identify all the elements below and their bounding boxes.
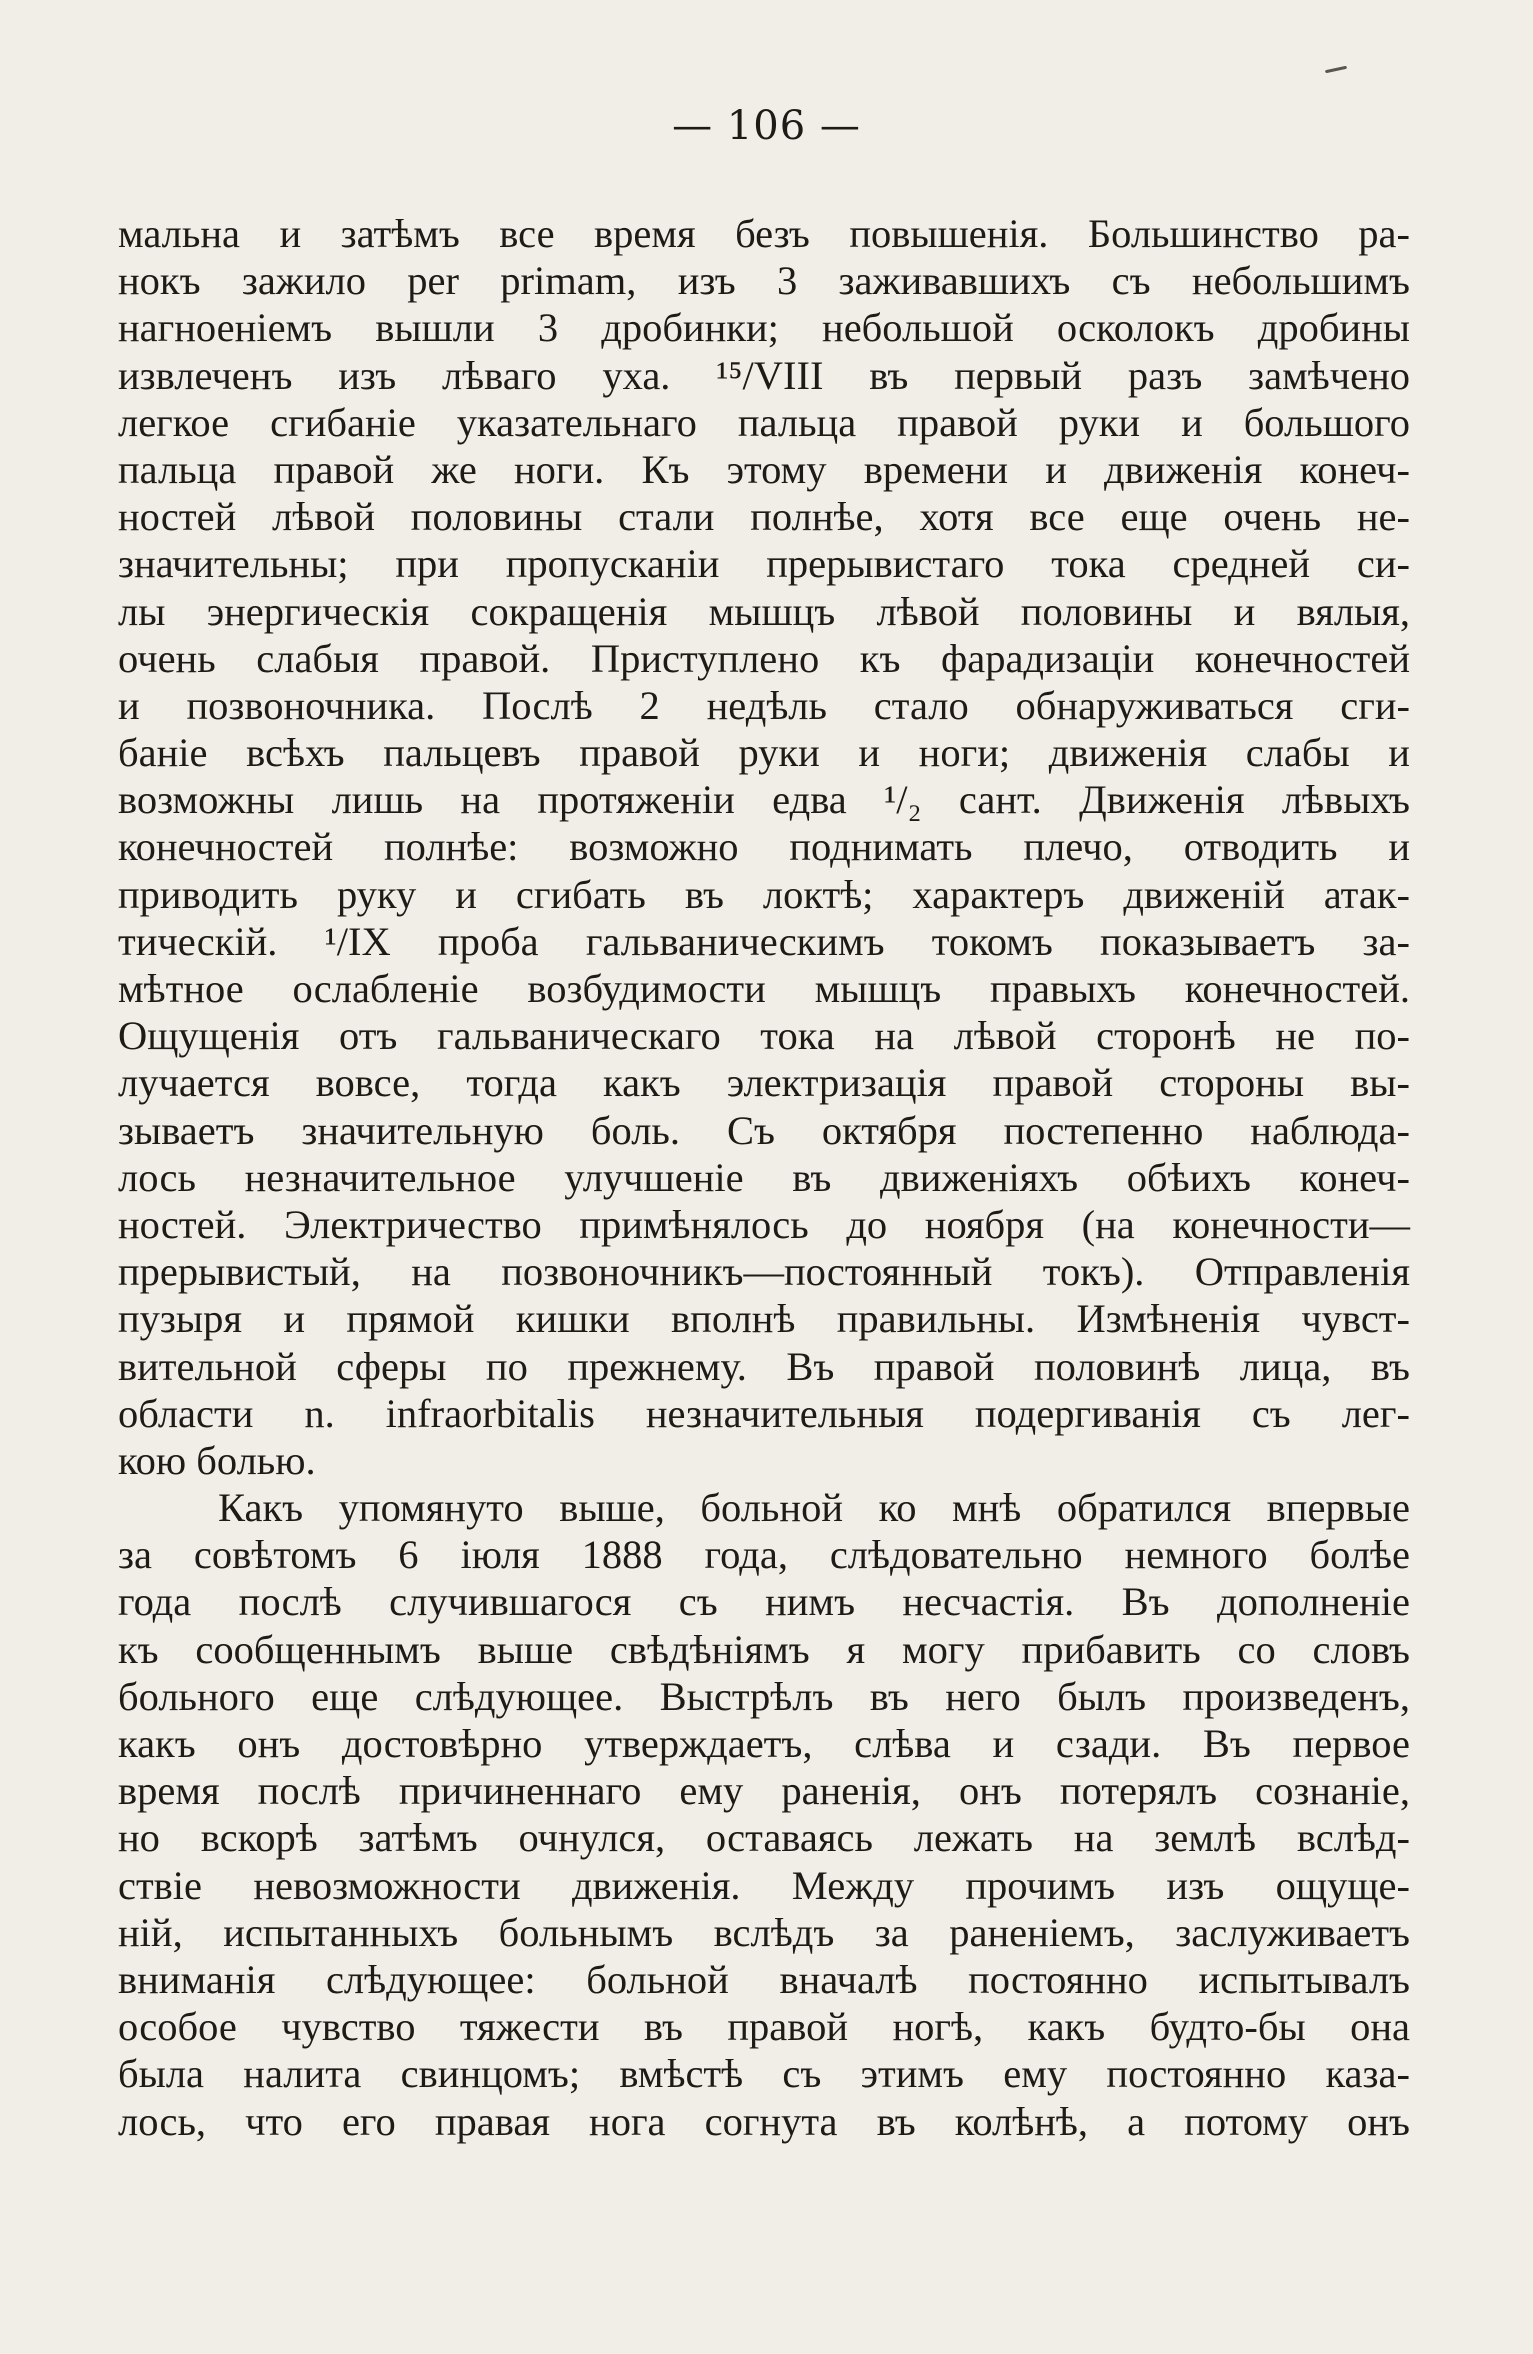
text-line: баніе всѣхъ пальцевъ правой руки и ноги; движенія слабы и <box>118 730 1410 776</box>
text-line: года послѣ случившагося съ нимъ несчастія. Въ дополненіе <box>118 1579 1410 1625</box>
text-line: возможны лишь на протяженіи едва ¹/₂ сант. Движенія лѣвыхъ <box>118 777 1410 823</box>
ink-mark <box>1325 66 1347 74</box>
text-line: но вскорѣ затѣмъ очнулся, оставаясь лежать на землѣ вслѣд- <box>118 1815 1410 1861</box>
text-line: и позвоночника. Послѣ 2 недѣль стало обнаруживаться сги- <box>118 682 1410 728</box>
page-number: — 106 — <box>672 103 861 149</box>
text-line: ностей. Электричество примѣнялось до ноября (на конечности— <box>118 1201 1410 1247</box>
text-line: нокъ зажило per primam, изъ 3 заживавшихъ съ небольшимъ <box>118 258 1410 304</box>
text-line: прерывистый, на позвоночникъ—постоянный токъ). Отправленія <box>118 1249 1410 1295</box>
text-line: мальна и затѣмъ все время безъ повышенія. Большинство ра- <box>118 211 1410 256</box>
text-line: ній, испытанныхъ больнымъ вслѣдъ за раненіемъ, заслуживаетъ <box>118 1909 1410 1955</box>
text-line: значительны; при пропусканіи прерывистаго тока средней си- <box>118 541 1410 587</box>
text-line: какъ онъ достовѣрно утверждаетъ, слѣва и сзади. Въ первое <box>118 1721 1410 1766</box>
text-line: была налита свинцомъ; вмѣстѣ съ этимъ ему постоянно каза- <box>118 2051 1410 2097</box>
text-line: зываетъ значительную боль. Съ октября постепенно наблюда- <box>118 1107 1410 1153</box>
paragraph-end-line: кою болью. <box>118 1437 316 1483</box>
text-line: Ощущенія отъ гальваническаго тока на лѣвой сторонѣ не по- <box>118 1013 1410 1059</box>
text-line: лы энергическія сокращенія мышцъ лѣвой половины и вялыя, <box>118 588 1410 634</box>
text-line: лось незначительное улучшеніе въ движеніяхъ обѣихъ конеч- <box>118 1154 1410 1200</box>
text-line: приводить руку и сгибать въ локтѣ; характеръ движеній атак- <box>118 871 1410 917</box>
text-line: ствіе невозможности движенія. Между прочимъ изъ ощуще- <box>118 1862 1410 1908</box>
text-line: время послѣ причиненнаго ему раненія, онъ потерялъ сознаніе, <box>118 1768 1410 1814</box>
text-line: пальца правой же ноги. Къ этому времени и движенія конеч- <box>118 446 1410 492</box>
body-text <box>118 210 1410 2145</box>
text-line: извлеченъ изъ лѣваго уха. ¹⁵/VIII въ первый разъ замѣчено <box>118 352 1410 398</box>
text-line: лучается вовсе, тогда какъ электризація правой стороны вы- <box>118 1060 1410 1106</box>
text-line: за совѣтомъ 6 іюля 1888 года, слѣдовательно немного болѣе <box>118 1532 1410 1578</box>
text-line: вительной сферы по прежнему. Въ правой половинѣ лица, въ <box>118 1343 1410 1389</box>
text-line: очень слабыя правой. Приступлено къ фарадизаціи конечностей <box>118 635 1410 681</box>
text-line: легкое сгибаніе указательнаго пальца правой руки и большого <box>118 399 1410 445</box>
text-line: ностей лѣвой половины стали полнѣе, хотя все еще очень не- <box>118 494 1410 540</box>
text-line: больного еще слѣдующее. Выстрѣлъ въ него былъ произведенъ, <box>118 1673 1410 1719</box>
text-line: области n. infraorbitalis незначительныя подергиванія съ лег- <box>118 1390 1410 1436</box>
text-line: тическій. ¹/IX проба гальваническимъ токомъ показываетъ за- <box>118 918 1410 964</box>
paragraph-start-line: Какъ упомянуто выше, больной ко мнѣ обратился впервые <box>218 1485 1410 1531</box>
text-line: особое чувство тяжести въ правой ногѣ, какъ будто-бы она <box>118 2004 1410 2050</box>
text-line: къ сообщеннымъ выше свѣдѣніямъ я могу прибавить со словъ <box>118 1626 1410 1672</box>
text-line: вниманія слѣдующее: больной вначалѣ постоянно испытывалъ <box>118 1956 1410 2002</box>
text-line: конечностей полнѣе: возможно поднимать плечо, отводить и <box>118 824 1410 870</box>
text-line: пузыря и прямой кишки вполнѣ правильны. Измѣненія чувст- <box>118 1296 1410 1342</box>
text-line: нагноеніемъ вышли 3 дробинки; небольшой осколокъ дробины <box>118 305 1410 351</box>
text-line: лось, что его правая нога согнута въ колѣнѣ, а потому онъ <box>118 2098 1410 2144</box>
text-line: мѣтное ослабленіе возбудимости мышцъ правыхъ конечностей. <box>118 966 1410 1011</box>
